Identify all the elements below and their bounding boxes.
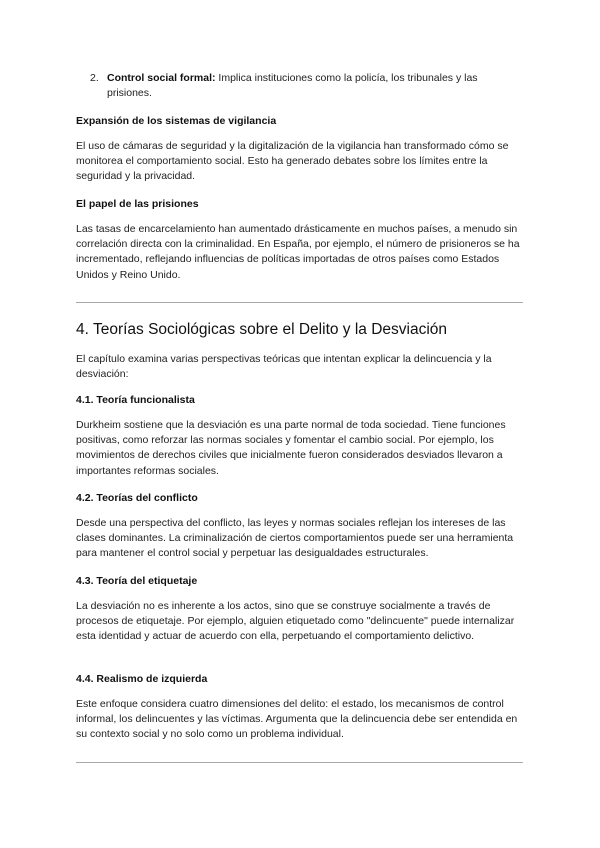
- heading-4-1: 4.1. Teoría funcionalista: [76, 394, 195, 406]
- list-item: [90, 71, 510, 101]
- heading-4-3: 4.3. Teoría del etiquetaje: [76, 575, 198, 587]
- horizontal-divider: [76, 762, 523, 763]
- heading-vigilancia: Expansión de los sistemas de vigilancia: [76, 115, 277, 127]
- chapter-title: 4. Teorías Sociológicas sobre el Delito y la Desviación: [76, 321, 448, 338]
- chapter-intro: El capítulo examina varias perspectivas teóricas que intentan explicar la delincuencia y la desviación:: [76, 353, 492, 381]
- paragraph-4-3: La desviación no es inherente a los actos, sino que se construye socialmente a través de procesos de etiquetaje. Por ejemplo, alguien etiquetado como "delincuente" puede internalizar esta identidad y actuar de acuerdo con ella, perpetuando el comportamiento delictivo.: [76, 600, 515, 643]
- list-item-body: Implica instituciones como la policía, los tribunales y las prisiones.: [107, 72, 478, 100]
- paragraph-4-2: Desde una perspectiva del conflicto, las leyes y normas sociales reflejan los intereses de las clases dominantes. La criminalización de ciertos comportamientos puede ser una herramienta para mantener el control social y perpetuar las desigualdades estructurales.: [76, 517, 514, 560]
- paragraph-prisiones: Las tasas de encarcelamiento han aumentado drásticamente en muchos países, a menudo sin correlación directa con la criminalidad. En España, por ejemplo, el número de prisioneros se ha incrementado, reflejando influencias de políticas importadas de otros países como Estados Unidos y Reino Unido.: [76, 223, 520, 281]
- heading-4-4: 4.4. Realismo de izquierda: [76, 673, 208, 685]
- horizontal-divider: [76, 302, 523, 303]
- list-item-text: [90, 71, 510, 101]
- paragraph-4-1: Durkheim sostiene que la desviación es una parte normal de toda sociedad. Tiene funciones positivas, como reforzar las normas sociales y fomentar el cambio social. Por ejemplo, los movimientos de derechos civiles que inicialmente fueron considerados desviados llevaron a importantes reformas sociales.: [76, 419, 506, 477]
- list-item-number: 2.: [90, 72, 99, 84]
- list-item-bold: Control social formal:: [107, 72, 216, 84]
- paragraph-4-4: Este enfoque considera cuatro dimensiones del delito: el estado, los mecanismos de control informal, los delincuentes y las víctimas. Argumenta que la delincuencia debe ser entendida en su contexto social y no solo como un problema individual.: [76, 698, 518, 741]
- heading-prisiones: El papel de las prisiones: [76, 198, 199, 210]
- paragraph-vigilancia: El uso de cámaras de seguridad y la digitalización de la vigilancia han transformado cómo se monitorea el comportamiento social. Esto ha generado debates sobre los límites entre la seguridad y la privacidad.: [76, 140, 509, 183]
- heading-4-2: 4.2. Teorías del conflicto: [76, 492, 198, 504]
